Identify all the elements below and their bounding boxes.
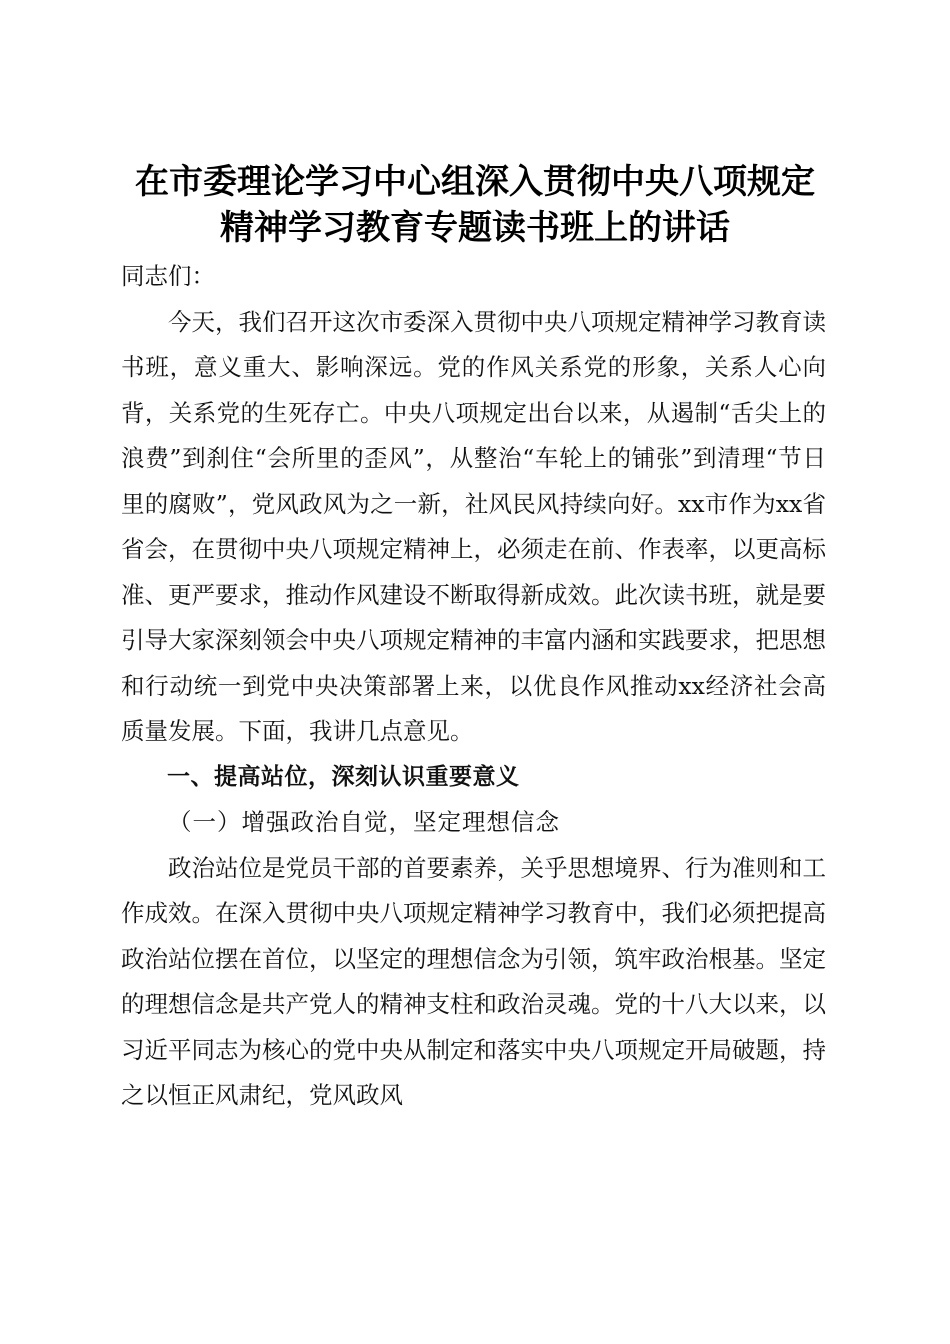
salutation: 同志们：	[121, 262, 215, 290]
intro-paragraph: 今天，我们召开这次市委深入贯彻中央八项规定精神学习教育读书班，意义重大、影响深远。党的作风关系党的形象，关系人心向背，关系党的生死存亡。中央八项规定出台以来，从遏制“舌尖上的浪费”到刹住“会所里的歪风”，从整治“车轮上的铺张”到清理“节日里的腐败”，党风政风为之一新，社风民风持续向好。xx市作为xx省省会，在贯彻中央八项规定精神上，必须走在前、作表率，以更高标准、更严要求，推动作风建设不断取得新成效。此次读书班，就是要引导大家深刻领会中央八项规定精神的丰富内涵和实践要求，把思想和行动统一到党中央决策部署上来，以优良作风推动xx经济社会高质量发展。下面，我讲几点意见。	[121, 307, 826, 745]
section-heading-1: 一、提高站位，深刻认识重要意义	[167, 763, 520, 790]
title-line-1: 在市委理论学习中心组深入贯彻中央八项规定	[135, 161, 815, 202]
title-line-2: 精神学习教育专题读书班上的讲话	[220, 207, 730, 248]
document-title	[90, 159, 860, 251]
subsection-heading-1: （一）增强政治自觉，坚定理想信念	[168, 808, 560, 836]
subsection-paragraph-1: 政治站位是党员干部的首要素养，关乎思想境界、行为准则和工作成效。在深入贯彻中央八项规定精神学习教育中，我们必须把提高政治站位摆在首位，以坚定的理想信念为引领，筑牢政治根基。坚定的理想信念是共产党人的精神支柱和政治灵魂。党的十八大以来，以习近平同志为核心的党中央从制定和落实中央八项规定开局破题，持之以恒正风肃纪，党风政风	[121, 853, 826, 1109]
document-body	[121, 254, 826, 1119]
